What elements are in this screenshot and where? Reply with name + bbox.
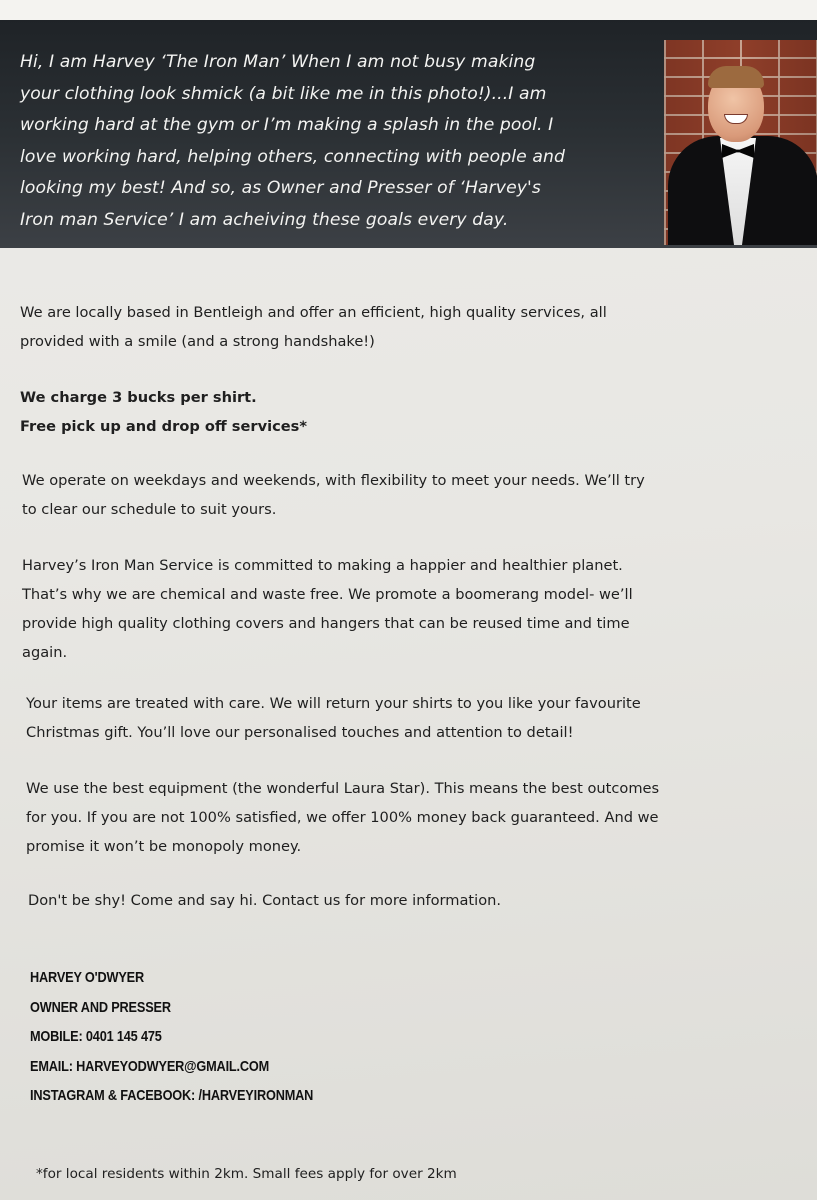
top-edge [0, 0, 817, 20]
text-line: We use the best equipment (the wonderful Laura Star). This means the best outcomes [26, 780, 660, 797]
pickup-line: Free pick up and drop off services* [20, 418, 307, 435]
hours-paragraph [22, 466, 802, 524]
text-line: to clear our schedule to suit yours. [22, 501, 277, 518]
text-line: Harvey’s Iron Man Service is committed to making a happier and healthier planet. [22, 557, 623, 574]
text-line: promise it won’t be monopoly money. [26, 838, 302, 855]
contact-mobile: MOBILE: 0401 145 475 [30, 1029, 162, 1045]
care-paragraph [26, 689, 806, 747]
hair [708, 66, 764, 88]
text-line: Christmas gift. You’ll love our personalised touches and attention to detail! [26, 724, 574, 741]
text-line: That’s why we are chemical and waste free. We promote a boomerang model- we’ll [22, 586, 633, 603]
text-line: for you. If you are not 100% satisfied, we offer 100% money back guaranteed. And we [26, 809, 659, 826]
equipment-paragraph [26, 774, 806, 861]
banner-line: looking my best! And so, as Owner and Presser of ‘Harvey's [20, 178, 541, 198]
harvey-portrait-photo [664, 40, 817, 245]
closing-paragraph: Don't be shy! Come and say hi. Contact us for more information. [28, 892, 502, 909]
banner-line: your clothing look shmick (a bit like me in this photo!)...I am [20, 83, 547, 104]
banner-intro-text [20, 47, 650, 236]
flyer-body [0, 248, 817, 1200]
contact-social: INSTAGRAM & FACEBOOK: /HARVEYIRONMAN [30, 1088, 314, 1104]
contact-role: OWNER AND PRESSER [30, 999, 171, 1016]
banner-line: Iron man Service’ I am acheiving these goals every day. [20, 209, 509, 230]
eco-paragraph [22, 551, 802, 667]
pricing-paragraph [20, 383, 800, 441]
text-line: We are locally based in Bentleigh and offer an efficient, high quality services, all [20, 304, 607, 321]
text-line: provide high quality clothing covers and hangers that can be reused time and time [22, 615, 630, 632]
intro-paragraph [20, 298, 800, 356]
banner-line: love working hard, helping others, connecting with people and [20, 146, 565, 167]
banner-line: Hi, I am Harvey ‘The Iron Man’ When I am not busy making [20, 52, 536, 72]
contact-name: HARVEY O'DWYER [30, 970, 144, 986]
footnote: *for local residents within 2km. Small fees apply for over 2km [36, 1166, 457, 1182]
banner-line: working hard at the gym or I’m making a splash in the pool. I [20, 115, 554, 135]
text-line: again. [22, 644, 68, 661]
text-line: provided with a smile (and a strong handshake!) [20, 333, 375, 350]
text-line: Your items are treated with care. We will return your shirts to you like your favourite [26, 695, 641, 712]
text-line: We operate on weekdays and weekends, with flexibility to meet your needs. We’ll try [22, 472, 645, 489]
contact-email: EMAIL: HARVEYODWYER@GMAIL.COM [30, 1058, 270, 1075]
price-line: We charge 3 bucks per shirt. [20, 389, 257, 406]
contact-block [30, 964, 460, 1112]
